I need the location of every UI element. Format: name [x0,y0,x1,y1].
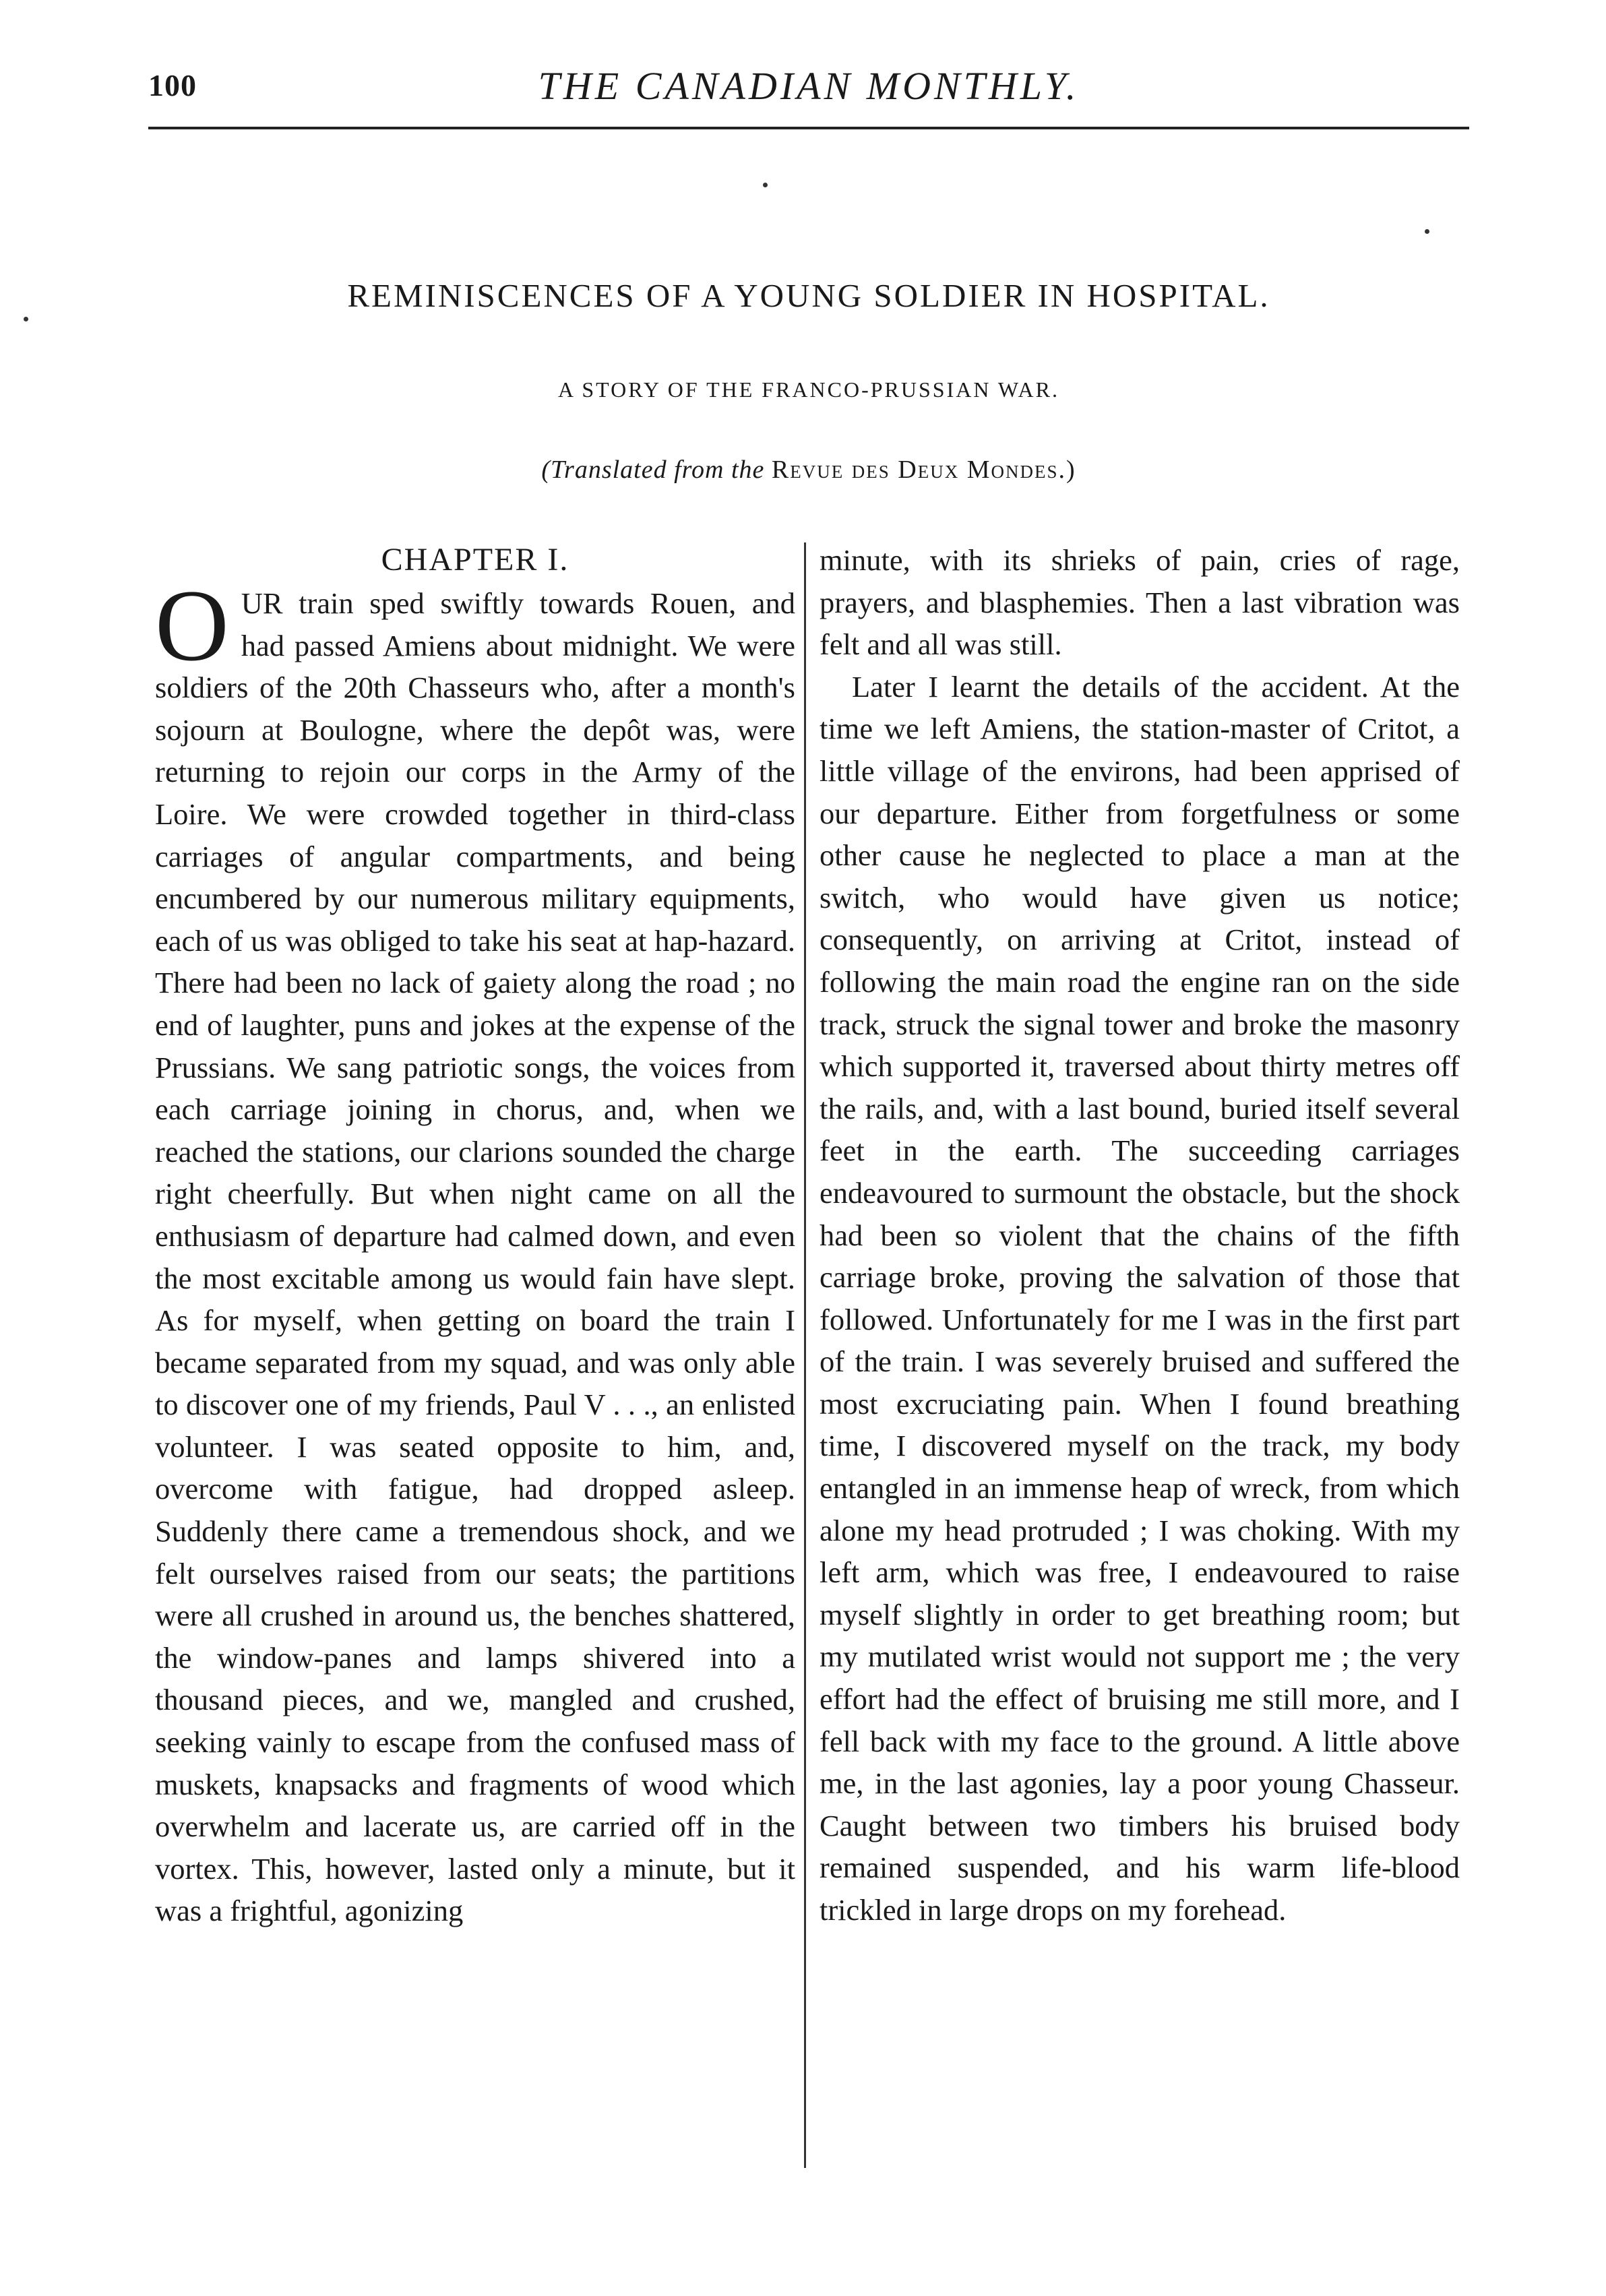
source-name: Revue des Deux Mondes.) [771,456,1076,484]
running-title: THE CANADIAN MONTHLY. [538,64,1080,108]
drop-cap: O [155,569,229,682]
paragraph-text: UR train sped swiftly towards Rouen, and had passed Amiens about midnight. We were soldiers of the 20th Chasseurs who, after a month's sojourn at Boulogne, where the depôt was, were returning to rejoin our corps in the Army of the Loire. We were crowded together in third-class carriages of angular compartments, and being encumbered by our numerous military equipments, each of us was obliged to take his seat at hap-hazard. There had been no lack of gaiety along the road ; no end of laughter, puns and jokes at the expense of the Prussians. We sang patriotic songs, the voices from each carriage joining in chorus, and, when we reached the stations, our clarions sounded the charge right cheerfully. But when night came on all the enthusiasm of departure had calmed down, and even the most excitable among us would fain have slept. As for myself, when getting on board the train I became separated from my squad, and was only able to discover one of my friends, Paul V . . ., an enlisted volunteer. I was seated opposite to him, and, overcome with fatigue, had dropped asleep. Suddenly there came a tremendous shock, and we felt ourselves raised from our seats; the partitions were all crushed in around us, the benches shattered, the window-panes and lamps shivered into a thousand pieces, and we, mangled and crushed, seeking vainly to escape from the confused mass of muskets, knapsacks and fragments of wood which overwhelm and lacerate us, are carried off in the vortex. This, however, lasted only a minute, but it was a frightful, agonizing [155,586,795,1928]
print-speck [763,183,768,187]
page-header [148,55,1469,116]
left-column [155,539,795,1932]
source-prefix: (Translated from the [541,456,765,484]
paragraph: minute, with its shrieks of pain, cries of rage, prayers, and blasphemies. Then a last vibration was felt and all was still. [820,543,1460,662]
article-title: REMINISCENCES OF A YOUNG SOLDIER IN HOSPITAL. [347,277,1270,314]
paragraph [155,569,795,1932]
right-column [820,539,1460,1931]
header-rule [148,127,1469,129]
print-speck [24,317,28,321]
column-divider [804,542,806,2168]
source-line [148,455,1469,485]
page-number: 100 [148,68,197,102]
article-subtitle: A STORY OF THE FRANCO-PRUSSIAN WAR. [558,377,1059,402]
chapter-heading: CHAPTER I. [381,542,569,578]
paragraph: Later I learnt the details of the accident. At the time we left Amiens, the station-master of Critot, a little village of the environs, had been apprised of our departure. Either from forgetfulness or some other cause he neglected to place a man at the switch, who would have given us notice; consequently, on arriving at Critot, instead of following the main road the engine ran on the side track, struck the signal tower and broke the masonry which supported it, traversed about thirty metres off the rails, and, with a last bound, buried itself several feet in the earth. The succeeding carriages endeavoured to surmount the obstacle, but the shock had been so violent that the chains of the fifth carriage broke, proving the salvation of those that followed. Unfortunately for me I was in the first part of the train. I was severely bruised and suffered the most excruciating pain. When I found breathing time, I discovered myself on the track, my body entangled in an immense heap of wreck, from which alone my head protruded ; I was choking. With my left arm, which was free, I endeavoured to raise myself slightly in order to get breathing room; but my mutilated wrist would not support me ; the very effort had the effect of bruising me still more, and I fell back with my face to the ground. A little above me, in the last agonies, lay a poor young Chasseur. Caught between two timbers his bruised body remained suspended, and his warm life-blood trickled in large drops on my forehead. [820,669,1460,1927]
print-speck [1425,229,1429,234]
